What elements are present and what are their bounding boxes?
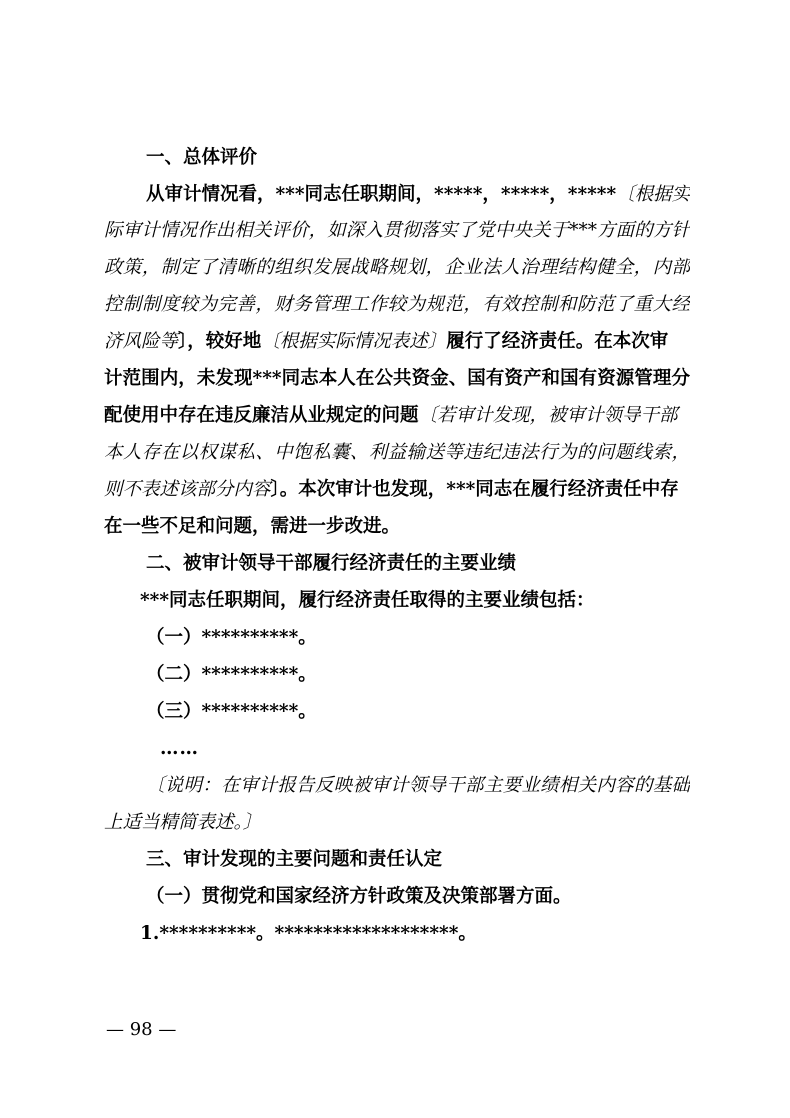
ellipsis: …… bbox=[160, 738, 199, 759]
paragraph-note: 〔根据实际情况表述〕 bbox=[261, 331, 447, 352]
paragraph-line-4: 控制制度较为完善，财务管理工作较为规范，有效控制和防范了重大经 bbox=[104, 294, 690, 315]
paragraph-text: 〕，较好地 bbox=[178, 331, 262, 352]
paragraph-line-9 bbox=[104, 478, 690, 502]
paragraph-note: 济风险等 bbox=[104, 331, 179, 352]
note-line-1: 〔说明：在审计报告反映被审计领导干部主要业绩相关内容的基础 bbox=[146, 775, 690, 796]
paragraph-text: 〕。本次审计也发现，***同志在履行经济责任中存 bbox=[270, 479, 679, 500]
paragraph-line-7 bbox=[104, 404, 690, 428]
paragraph-text: 从审计情况看，***同志任职期间，*****，*****，***** bbox=[146, 184, 617, 205]
page-number: — 98 — bbox=[106, 1019, 177, 1040]
paragraph-note: 〔根据实 bbox=[616, 184, 690, 205]
numbered-item: 1.**********。*******************。 bbox=[140, 923, 477, 944]
paragraph-note: 则不表述该部分内容 bbox=[104, 479, 271, 500]
paragraph-line-5 bbox=[104, 330, 690, 354]
subsection-heading: （一）贯彻党和国家经济方针政策及决策部署方面。 bbox=[146, 886, 572, 907]
paragraph-line-3: 政策，制定了清晰的组织发展战略规划，企业法人治理结构健全，内部 bbox=[104, 257, 690, 278]
paragraph-line-1 bbox=[146, 183, 690, 207]
paragraph-note: 〔若审计发现，被审计领导干部 bbox=[418, 405, 678, 426]
list-item: （一）**********。 bbox=[146, 627, 317, 648]
paragraph-line-6: 计范围内，未发现***同志本人在公共资金、国有资产和国有资源管理分 bbox=[104, 368, 690, 389]
achievements-intro: ***同志任职期间，履行经济责任取得的主要业绩包括： bbox=[140, 590, 595, 611]
list-item: （三）**********。 bbox=[146, 701, 317, 722]
section-heading-1: 一、总体评价 bbox=[146, 147, 258, 168]
list-item: （二）**********。 bbox=[146, 664, 317, 685]
paragraph-line-10: 在一些不足和问题，需进一步改进。 bbox=[104, 516, 401, 537]
section-heading-2: 二、被审计领导干部履行经济责任的主要业绩 bbox=[146, 553, 517, 574]
note-line-2: 上适当精简表述。〕 bbox=[104, 812, 262, 833]
section-heading-3: 三、审计发现的主要问题和责任认定 bbox=[146, 849, 443, 870]
paragraph-line-2: 际审计情况作出相关评价，如深入贯彻落实了党中央关于***方面的方针 bbox=[104, 220, 690, 241]
paragraph-line-8: 本人存在以权谋私、中饱私囊、利益输送等违纪违法行为的问题线索， bbox=[104, 442, 690, 463]
paragraph-text: 配使用中存在违反廉洁从业规定的问题 bbox=[104, 405, 419, 426]
paragraph-text: 履行了经济责任。在本次审 bbox=[446, 331, 669, 352]
